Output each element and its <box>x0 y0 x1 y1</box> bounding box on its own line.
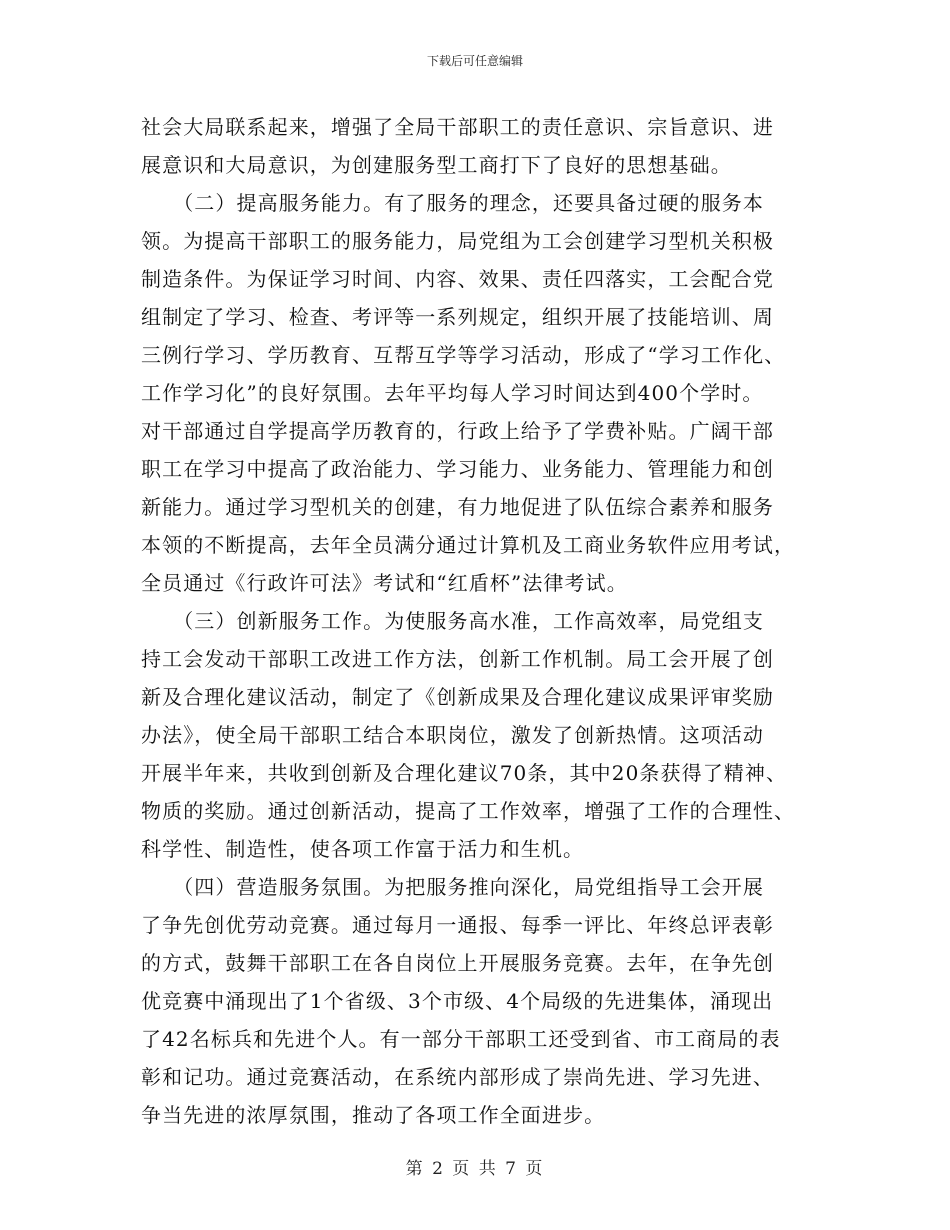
text-line: 制造条件。为保证学习时间、内容、效果、责任四落实，工会配合党 <box>141 267 774 291</box>
text-line: 物质的奖励。通过创新活动，提高了工作效率，增强了工作的合理性、 <box>141 799 796 823</box>
page-header: 下载后可任意编辑 <box>426 54 523 68</box>
text-line: （三）创新服务工作。为使服务高水准，工作高效率，局党组支 <box>141 609 764 633</box>
text-line: 了42名标兵和先进个人。有一部分干部职工还受到省、市工商局的表 <box>141 1027 781 1051</box>
text-line: 社会大局联系起来，增强了全局干部职工的责任意识、宗旨意识、进 <box>141 115 774 139</box>
text-line: 彰和记功。通过竞赛活动，在系统内部形成了崇尚先进、学习先进、 <box>141 1065 774 1089</box>
text-line: 本领的不断提高，去年全员满分通过计算机及工商业务软件应用考试， <box>141 533 796 557</box>
text-line: 开展半年来，共收到创新及合理化建议70条，其中20条获得了精神、 <box>141 761 788 785</box>
text-line: 新能力。通过学习型机关的创建，有力地促进了队伍综合素养和服务 <box>141 495 774 519</box>
text-line: 三例行学习、学历教育、互帮互学等学习活动，形成了“学习工作化、 <box>141 343 786 367</box>
text-line: 持工会发动干部职工改进工作方法，创新工作机制。局工会开展了创 <box>141 647 774 671</box>
text-line: （四）营造服务氛围。为把服务推向深化，局党组指导工会开展 <box>141 875 764 899</box>
text-line: 对干部通过自学提高学历教育的，行政上给予了学费补贴。广阔干部 <box>141 419 774 443</box>
text-line: 新及合理化建议活动，制定了《创新成果及合理化建议成果评审奖励 <box>141 685 774 709</box>
text-line: 办法》，使全局干部职工结合本职岗位，激发了创新热情。这项活动 <box>141 723 764 747</box>
text-line: 职工在学习中提高了政治能力、学习能力、业务能力、管理能力和创 <box>141 457 774 481</box>
page-number: 第 2 页 共 7 页 <box>405 1159 545 1179</box>
text-line: 组制定了学习、检查、考评等一系列规定，组织开展了技能培训、周 <box>141 305 774 329</box>
text-line: 科学性、制造性，使各项工作富于活力和生机。 <box>141 837 585 861</box>
text-line: 优竞赛中涌现出了1个省级、3个市级、4个局级的先进集体，涌现出 <box>141 989 774 1013</box>
text-line: 全员通过《行政许可法》考试和“红盾杯”法律考试。 <box>141 571 628 595</box>
text-line: 争当先进的浓厚氛围，推动了各项工作全面进步。 <box>141 1103 606 1127</box>
text-line: 的方式，鼓舞干部职工在各自岗位上开展服务竞赛。去年，在争先创 <box>141 951 774 975</box>
text-line: （二）提高服务能力。有了服务的理念，还要具备过硬的服务本 <box>141 191 764 215</box>
text-line: 领。为提高干部职工的服务能力，局党组为工会创建学习型机关积极 <box>141 229 774 253</box>
text-line: 了争先创优劳动竞赛。通过每月一通报、每季一评比、年终总评表彰 <box>141 913 774 937</box>
text-line: 展意识和大局意识，为创建服务型工商打下了良好的思想基础。 <box>141 153 732 177</box>
text-line: 工作学习化”的良好氛围。去年平均每人学习时间达到400个学时。 <box>141 381 764 405</box>
document-body <box>141 108 809 1134</box>
